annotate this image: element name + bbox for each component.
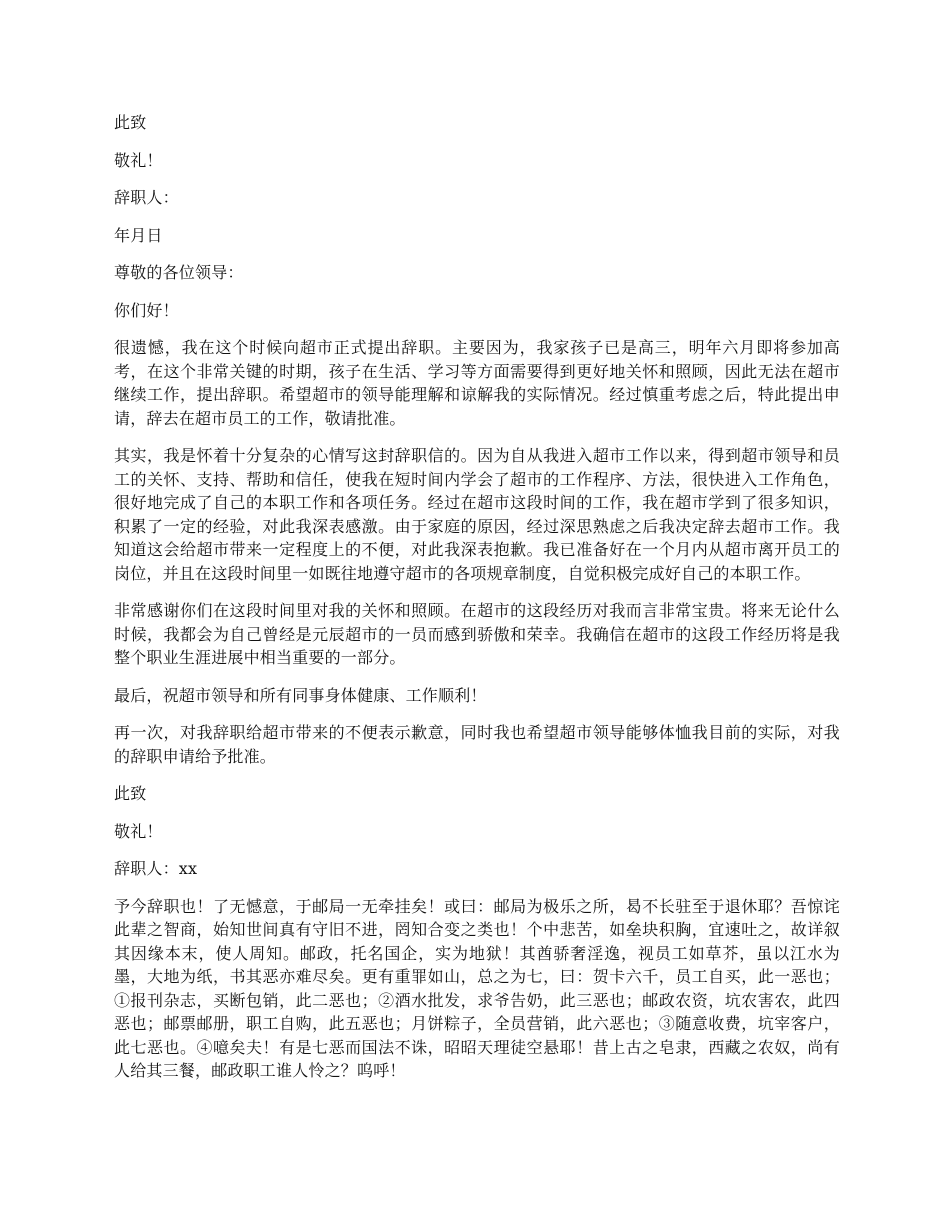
closing-regards: 敬礼！ [114, 150, 163, 170]
body-paragraph: 最后，祝超市领导和所有同事身体健康、工作顺利！ [114, 685, 487, 705]
signature-label: 辞职人： [114, 188, 179, 207]
document-page [114, 111, 840, 1097]
greeting-addressee: 尊敬的各位领导： [114, 263, 244, 282]
date-line: 年月日 [114, 225, 163, 245]
greeting: 你们好！ [114, 300, 179, 320]
closing-regards: 敬礼！ [114, 821, 163, 841]
closing-salutation: 此致 [114, 113, 147, 132]
body-paragraph: 其实，我是怀着十分复杂的心情写这封辞职信的。因为自从我进入超市工作以来，得到超市领导和员工的关怀、支持、帮助和信任，使我在短时间内学会了超市的工作程序、方法，很快进入工作角色，很好地完成了自己的本职工作和各项任务。经过在超市这段时间的工作，我在超市学到了很多知识，积累了一定的经验，对此我深表感激。由于家庭的原因，经过深思熟虑之后我决定辞去超市工作。我知道这会给超市带来一定程度上的不便，对此我深表抱歉。我已准备好在一个月内从超市离开员工的岗位，并且在这段时间里一如既往地遵守超市的各项规章制度，自觉积极完成好自己的本职工作。 [114, 446, 840, 583]
body-paragraph: 再一次，对我辞职给超市带来的不便表示歉意，同时我也希望超市领导能够体恤我目前的实际，对我的辞职申请给予批准。 [114, 723, 840, 766]
signature-line: 辞职人：xx [114, 859, 198, 878]
body-paragraph: 很遗憾，我在这个时候向超市正式提出辞职。主要因为，我家孩子已是高三，明年六月即将参加高考，在这个非常关键的时期，孩子在生活、学习等方面需要得到更好地关怀和照顾，因此无法在超市继续工作，提出辞职。希望超市的领导能理解和谅解我的实际情况。经过慎重考虑之后，特此提出申请，辞去在超市员工的工作，敬请批准。 [114, 338, 840, 428]
closing-salutation: 此致 [114, 784, 147, 803]
body-paragraph: 予今辞职也！了无憾意，于邮局一无牵挂矣！或曰：邮局为极乐之所，曷不长驻至于退休耶？吾惊诧此辈之智商，始知世间真有守旧不进，罔知合变之类也！个中悲苦，如垒块积胸，宜速吐之，故详叙其因缘本末，使人周知。邮政，托名国企，实为地狱！其酋骄奢淫逸，视员工如草芥，虽以江水为墨，大地为纸，书其恶亦难尽矣。更有重罪如山，总之为七，曰：贺卡六千，员工自买，此一恶也；①报刊杂志，买断包销，此二恶也；②酒水批发，求爷告奶，此三恶也；邮政农资，坑农害农，此四恶也；邮票邮册，职工自购，此五恶也；月饼粽子，全员营销，此六恶也；③随意收费，坑宰客户，此七恶也。④噫矣夫！有是七恶而国法不诛，昭昭天理徒空悬耶！昔上古之皂隶，西藏之农奴，尚有人给其三餐，邮政职工谁人怜之？呜呼！ [114, 896, 840, 1080]
body-paragraph: 非常感谢你们在这段时间里对我的关怀和照顾。在超市的这段经历对我而言非常宝贵。将来无论什么时候，我都会为自己曾经是元辰超市的一员而感到骄傲和荣幸。我确信在超市的这段工作经历将是我整个职业生涯进展中相当重要的一部分。 [114, 601, 840, 667]
